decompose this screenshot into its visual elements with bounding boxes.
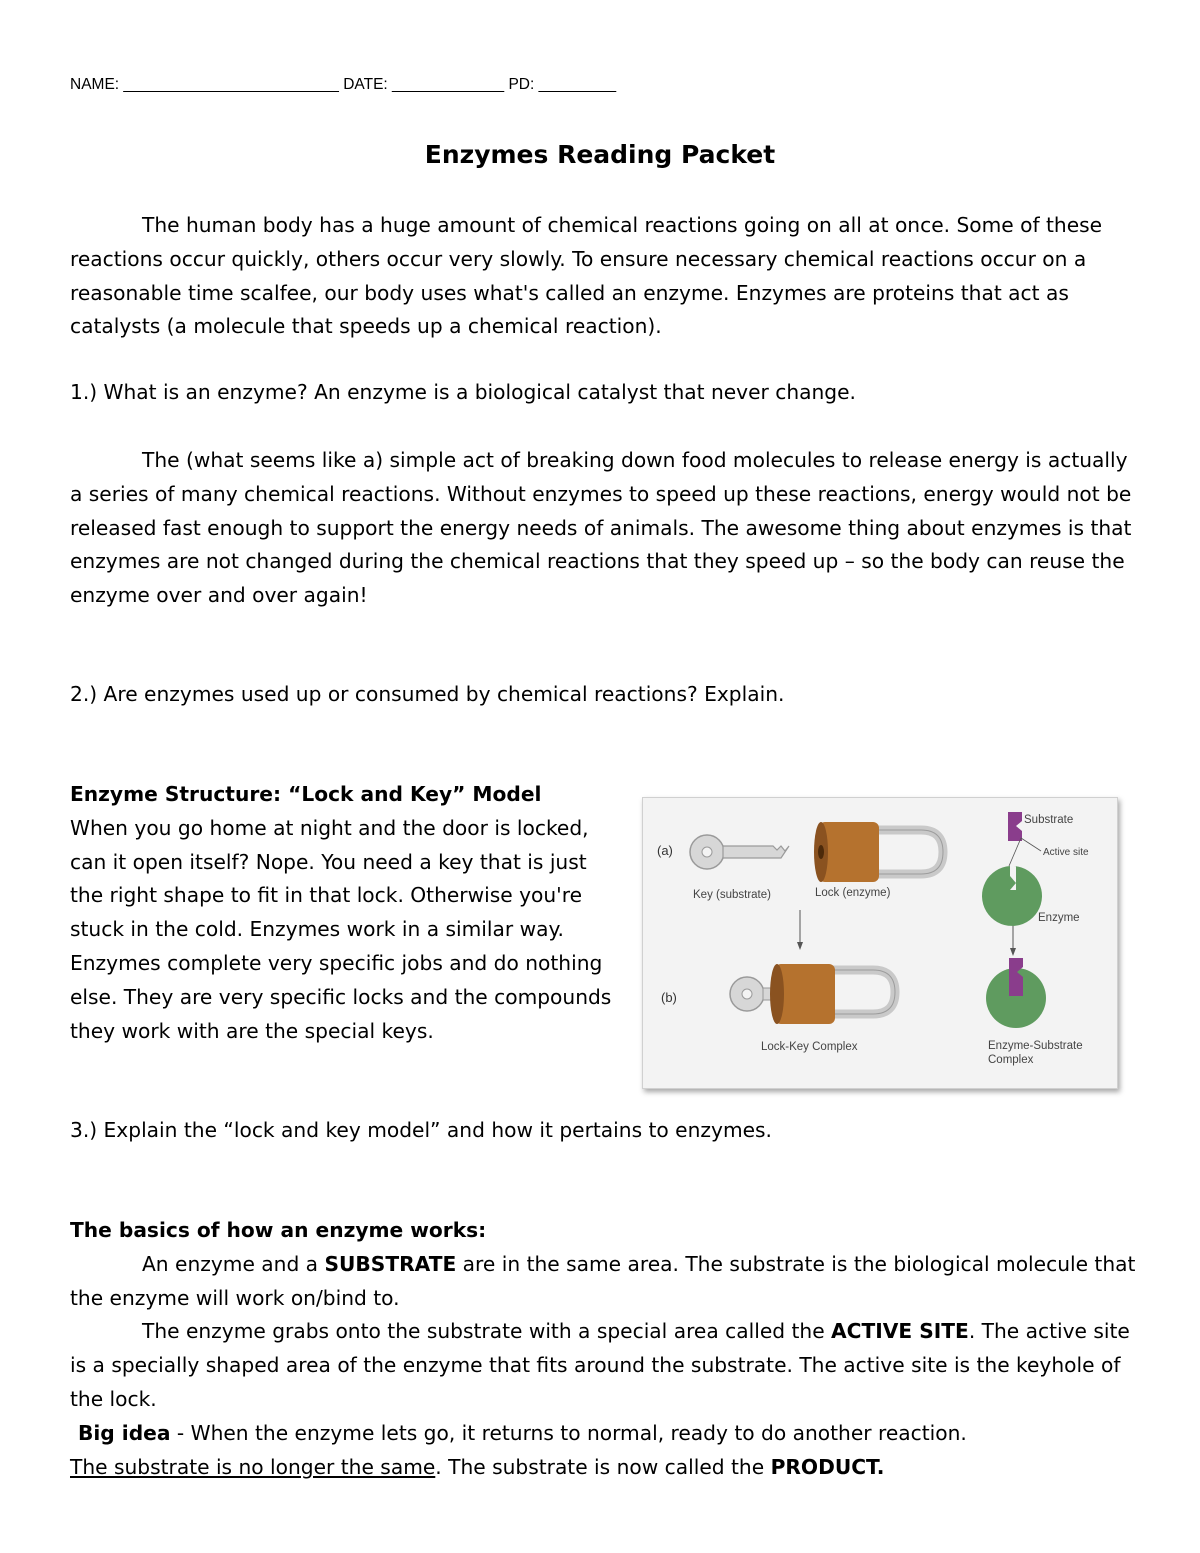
question-1 — [70, 376, 1140, 410]
lock-key-heading: Enzyme Structure: “Lock and Key” Model — [70, 782, 542, 806]
digestion-section — [70, 444, 1140, 613]
big-idea-text: - When the enzyme lets go, it returns to normal, ready to do another reaction. — [170, 1420, 967, 1445]
enzyme-label: Enzyme — [1038, 912, 1080, 924]
product-line-middle: . The substrate is now called the — [435, 1454, 771, 1479]
substrate-label: Substrate — [1024, 814, 1074, 826]
lock-enzyme-label: Lock (enzyme) — [815, 887, 891, 899]
question-1-text: 1.) What is an enzyme? An enzyme is a biological catalyst that never change. — [70, 380, 856, 404]
basics-section — [70, 1214, 1140, 1484]
intro-section — [70, 209, 1140, 344]
es-complex-label-line-1: Enzyme-Substrate — [988, 1040, 1083, 1052]
key-substrate-label: Key (substrate) — [693, 889, 771, 901]
question-2 — [70, 678, 1140, 712]
active-site-label: Active site — [1043, 847, 1089, 858]
substrate-icon — [1008, 812, 1022, 841]
down-arrow-left — [797, 910, 803, 950]
substrate-paragraph-end: are in the same area. The substrate is the biological molecule that the enzyme will work on/bind to. — [70, 1251, 1136, 1310]
lock-key-section — [70, 778, 625, 1048]
period-label: PD: — [508, 76, 535, 93]
lock-key-diagram — [643, 798, 1117, 1088]
substrate-paragraph-start: An enzyme and a — [142, 1251, 325, 1276]
enzyme-icon — [982, 866, 1042, 926]
question-2-text: 2.) Are enzymes used up or consumed by chemical reactions? Explain. — [70, 682, 785, 706]
student-info-line — [70, 76, 616, 94]
big-idea-label: Big idea — [78, 1420, 171, 1445]
substrate-changed-text: The substrate is no longer the same — [70, 1454, 436, 1479]
date-blank[interactable]: _____________ — [392, 76, 505, 93]
lock-key-complex-label: Lock-Key Complex — [761, 1041, 858, 1053]
question-3 — [70, 1114, 1140, 1148]
question-3-text: 3.) Explain the “lock and key model” and how it pertains to enzymes. — [70, 1118, 772, 1142]
date-label: DATE: — [343, 76, 388, 93]
label-b: (b) — [661, 990, 677, 1005]
period-blank[interactable]: _________ — [538, 76, 617, 93]
label-a: (a) — [657, 843, 673, 858]
substrate-paragraph — [70, 1248, 1140, 1316]
basics-heading: The basics of how an enzyme works: — [70, 1218, 487, 1242]
name-label: NAME: — [70, 76, 120, 93]
lock-key-paragraph: When you go home at night and the door is locked, can it open itself? Nope. You need a key that is just the right shape to fit in that lock. Otherwise you're stuck in the cold. Enzymes work in a similar way. Enzymes complete very specific jobs and do nothing else. They are very specific locks and the compounds they work with are the special keys. — [70, 815, 612, 1043]
active-site-pointer — [1009, 838, 1021, 866]
key-icon — [690, 835, 789, 869]
lock-key-figure — [642, 797, 1118, 1089]
active-site-paragraph — [70, 1315, 1140, 1416]
lock-key-complex-icon — [730, 964, 895, 1024]
digestion-paragraph: The (what seems like a) simple act of breaking down food molecules to release energy is actually a series of many chemical reactions. Without enzymes to speed up these reactions, energy would not be released fast enough to support the energy needs of animals. The awesome thing about enzymes is that enzymes are not changed during the chemical reactions that they speed up – so the body can reuse the enzyme over and over again! — [70, 448, 1132, 608]
es-complex-label-line-2: Complex — [988, 1054, 1034, 1066]
active-site-paragraph-start: The enzyme grabs onto the substrate with a special area called the — [142, 1319, 832, 1344]
active-site-paragraph-end: . The active site is a specially shaped area of the enzyme that fits around the substrate. The active site is the keyhole of the lock. — [70, 1319, 1130, 1411]
name-blank[interactable]: _________________________ — [123, 76, 339, 93]
product-term: PRODUCT. — [770, 1454, 885, 1479]
lock-icon — [814, 822, 943, 882]
product-line — [70, 1451, 1140, 1485]
active-site-term: ACTIVE SITE — [831, 1319, 969, 1344]
down-arrow-right — [1010, 924, 1016, 956]
big-idea-line — [70, 1417, 1140, 1451]
enzyme-substrate-complex-icon — [986, 958, 1046, 1028]
intro-paragraph: The human body has a huge amount of chemical reactions going on all at once. Some of these reactions occur quickly, others occur very slowly. To ensure necessary chemical reactions occur on a reasonable time scalfee, our body uses what's called an enzyme. Enzymes are proteins that act as catalysts (a molecule that speeds up a chemical reaction). — [70, 213, 1103, 339]
substrate-term: SUBSTRATE — [324, 1251, 457, 1276]
page-title: Enzymes Reading Packet — [424, 140, 776, 169]
